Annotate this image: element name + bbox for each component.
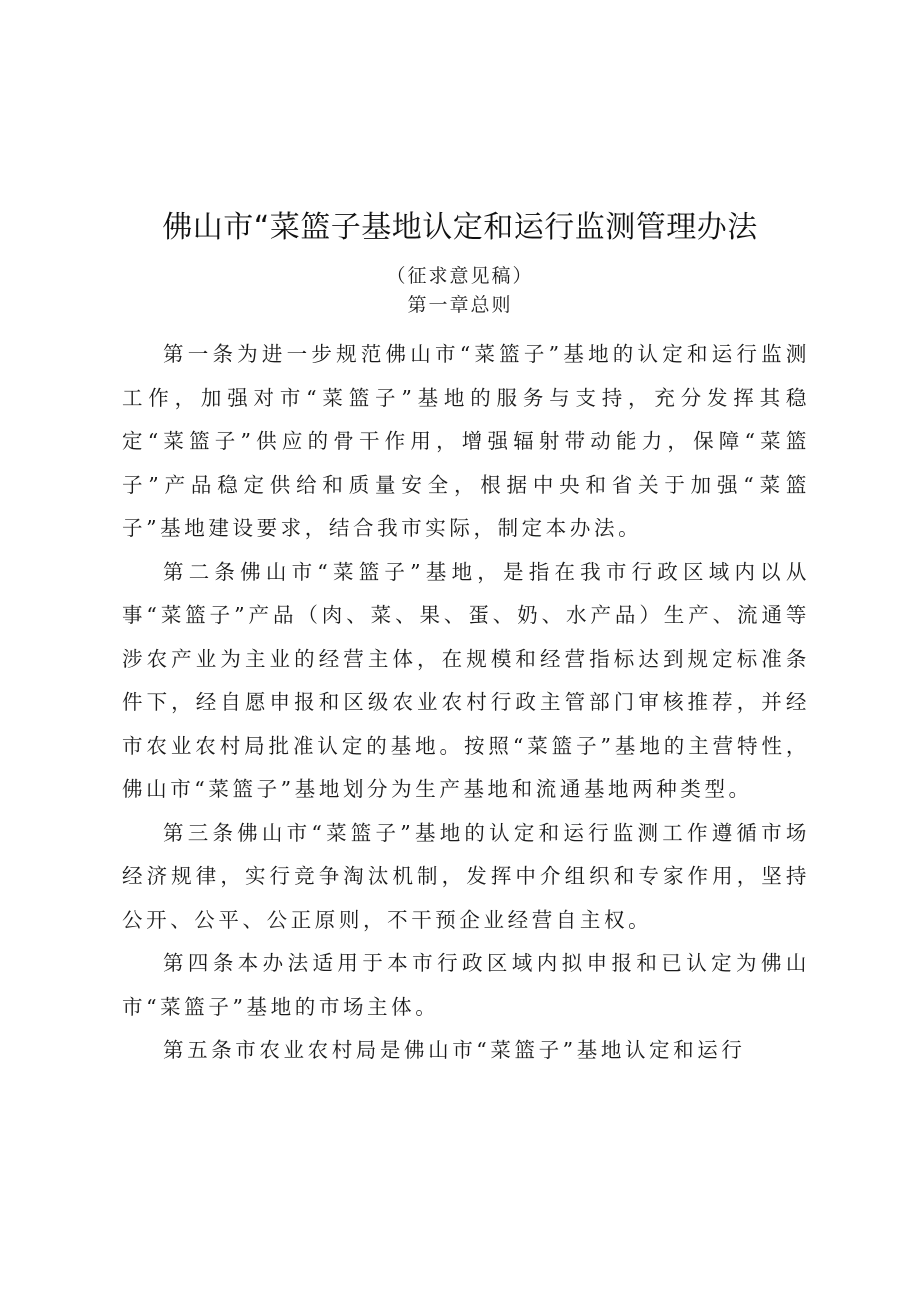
- document-title: 佛山市“菜篮子基地认定和运行监测管理办法: [162, 210, 758, 245]
- article-3-paragraph: 第三条佛山市“菜篮子”基地的认定和运行监测工作遵循市场经济规律，实行竞争淘汰机制，发挥中介组织和专家作用，坚持公开、公平、公正原则，不干预企业经营自主权。: [122, 820, 810, 932]
- article-2-paragraph: 第二条佛山市“菜篮子”基地，是指在我市行政区域内以从事“菜篮子”产品（肉、菜、果、蛋、奶、水产品）生产、流通等涉农产业为主业的经营主体，在规模和经营指标达到规定标准条件下，经自愿申报和区级农业农村行政主管部门审核推荐，并经市农业农村局批准认定的基地。按照“菜篮子”基地的主营特性，佛山市“菜篮子”基地划分为生产基地和流通基地两种类型。: [122, 559, 810, 801]
- chapter-heading: 第一章总则: [407, 294, 513, 316]
- article-4-paragraph: 第四条本办法适用于本市行政区域内拟申报和已认定为佛山市“菜篮子”基地的市场主体。: [122, 951, 810, 1019]
- article-5-paragraph: 第五条市农业农村局是佛山市“菜篮子”基地认定和运行: [163, 1038, 746, 1062]
- article-1-paragraph: 第一条为进一步规范佛山市“菜篮子”基地的认定和运行监测工作，加强对市“菜篮子”基地的服务与支持，充分发挥其稳定“菜篮子”供应的骨干作用，增强辐射带动能力，保障“菜篮子”产品稳定供给和质量安全，根据中央和省关于加强“菜篮子”基地建设要求，结合我市实际，制定本办法。: [122, 342, 810, 540]
- document-subtitle: （征求意见稿）: [386, 265, 534, 287]
- document-body: [122, 333, 810, 1073]
